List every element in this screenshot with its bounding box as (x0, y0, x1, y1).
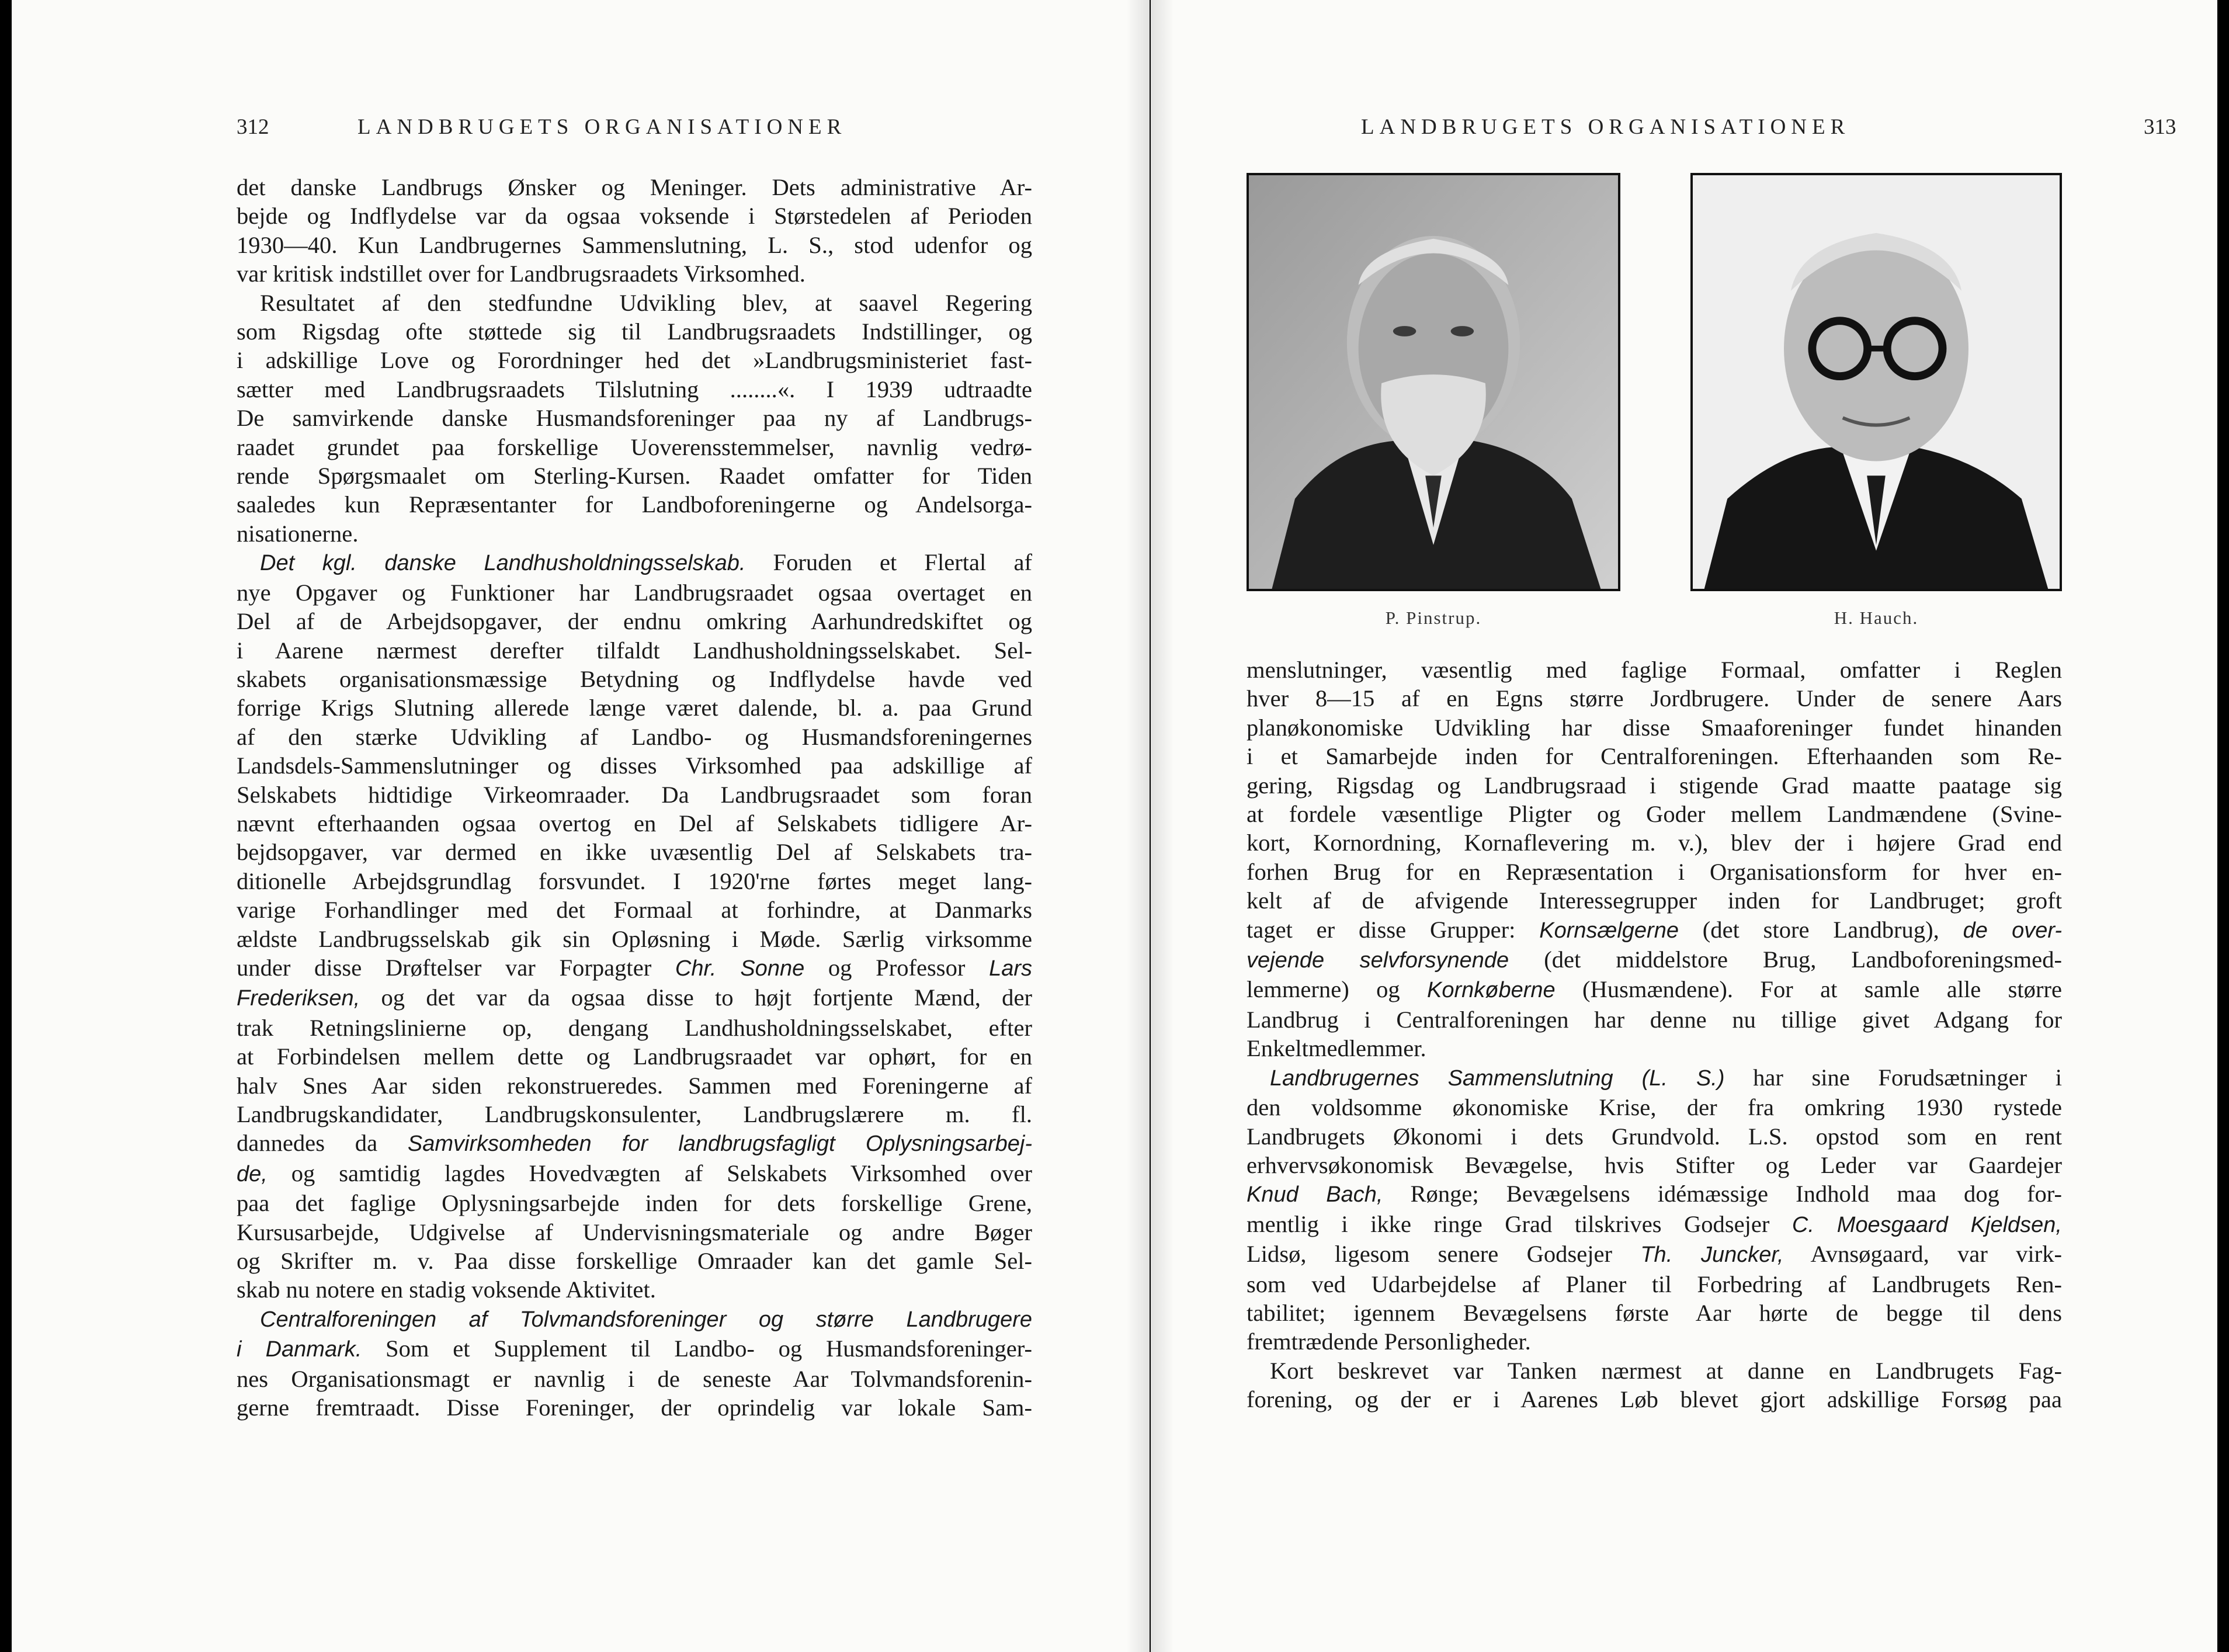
text-line (237, 289, 1032, 317)
text-line (237, 867, 1032, 896)
body-text: nævnt efterhaanden ogsaa overtog en Del af Selskabets tidligere Ar- (237, 810, 1032, 837)
body-text: fremtrædende Personligheder. (1247, 1328, 1531, 1355)
body-text: De samvirkende danske Husmandsforeninger paa ny af Landbrugs- (237, 405, 1032, 432)
body-text: Landbrugskandidater, Landbrugskonsulenter, Landbrugslærere m. fl. (237, 1101, 1032, 1127)
body-text: som ved Udarbejdelse af Planer til Forbedring af Landbrugets Ren- (1247, 1271, 2062, 1297)
text-line (237, 838, 1032, 866)
body-text: trak Retningslinierne op, dengang Landhusholdningsselskabet, efter (237, 1014, 1032, 1041)
text-line (237, 780, 1032, 809)
portrait-photo-pinstrup (1247, 173, 1620, 591)
photo-caption-hauch: H. Hauch. (1834, 608, 1919, 628)
body-text: forhen Brug for en Repræsentation i Organisationsform for hver en- (1247, 858, 2062, 885)
text-line (1247, 1327, 2062, 1356)
portrait-photo-hauch (1690, 173, 2062, 591)
text-line (237, 346, 1032, 374)
text-line (237, 636, 1032, 665)
body-text: paa det faglige Oplysningsarbejde inden for dets forskellige Grene, (237, 1190, 1032, 1217)
text-line (1247, 1385, 2062, 1414)
text-line (1247, 1034, 2062, 1063)
body-text: at fordele væsentlige Pligter og Goder mellem Landmændene (Svine- (1247, 801, 2062, 828)
page-number-right: 313 (2144, 115, 2176, 139)
body-text: ældste Landbrugsselskab gik sin Opløsning i Møde. Særlig virksomme (237, 925, 1032, 952)
body-text: Selskabets hidtidige Virkeomraader. Da Landbrugsraadet som foran (237, 781, 1032, 808)
text-line (1247, 1005, 2062, 1034)
body-text: i et Samarbejde inden for Centralforeningen. Efterhaanden som Re- (1247, 743, 2062, 770)
italic-heading-text: Chr. Sonne (675, 956, 805, 981)
text-line (237, 461, 1032, 490)
italic-heading-text: Frederiksen, (237, 986, 360, 1011)
text-line (237, 231, 1032, 259)
body-text: hver 8—15 af en Egns større Jordbrugere. Under de senere Aars (1247, 685, 2062, 712)
body-text: Resultatet af den stedfundne Udvikling blev, at saavel Regering (260, 289, 1032, 316)
italic-heading-text: C. Moesgaard Kjeldsen, (1791, 1212, 2062, 1237)
body-text: Foruden et Flertal af (745, 549, 1032, 576)
text-line (237, 1189, 1032, 1217)
photo-caption-pinstrup: P. Pinstrup. (1385, 608, 1482, 628)
text-line (237, 607, 1032, 636)
body-text: det danske Landbrugs Ønsker og Meninger. Dets administrative Ar- (237, 174, 1032, 200)
body-text: skabets organisationsmæssige Betydning og Indflydelse havde ved (237, 665, 1032, 692)
body-text: planøkonomiske Udvikling har disse Smaaforeninger fundet hinanden (1247, 714, 2062, 741)
italic-heading-text: vejende selvforsynende (1247, 948, 1509, 973)
text-line (1247, 684, 2062, 713)
text-line (1247, 1179, 2062, 1209)
italic-heading-text: Landbrugernes Sammenslutning (L. S.) (1270, 1066, 1725, 1091)
body-text: at Forbindelsen mellem dette og Landbrugsraadet var ophørt, for en (237, 1043, 1032, 1070)
text-line (1247, 945, 2062, 975)
body-text: varige Forhandlinger med det Formaal at forhindre, at Danmarks (237, 897, 1032, 924)
text-line (237, 202, 1032, 230)
text-line (237, 751, 1032, 780)
body-text: og Skrifter m. v. Paa disse forskellige Omraader kan det gamle Sel- (237, 1248, 1032, 1275)
italic-heading-text: Det kgl. danske Landhusholdningsselskab. (260, 551, 746, 576)
text-line (237, 1014, 1032, 1042)
text-line (237, 317, 1032, 346)
body-text: af den stærke Udvikling af Landbo- og Husmandsforeningernes (237, 723, 1032, 750)
body-text: under disse Drøftelser var Forpagter (237, 954, 675, 981)
text-line (237, 983, 1032, 1013)
body-text: Rønge; Bevægelsens idémæssige Indhold maa dog for- (1383, 1181, 2063, 1207)
body-text: Landsdels-Sammenslutninger og disses Virksomhed paa adskillige af (237, 752, 1032, 779)
gutter-shadow (1151, 0, 1174, 1652)
text-line (1247, 1270, 2062, 1299)
body-text: har sine Forudsætninger i (1724, 1064, 2062, 1091)
text-line (237, 1071, 1032, 1100)
book-edge-left (0, 0, 12, 1652)
italic-heading-text: de, (237, 1161, 268, 1186)
text-line (1247, 655, 2062, 684)
text-line (237, 1247, 1032, 1275)
body-text: mentlig i ikke ringe Grad tilskrives Godsejer (1247, 1210, 1792, 1237)
body-text: og samtidig lagdes Hovedvægten af Selskabets Virksomhed over (267, 1160, 1032, 1186)
text-line (237, 665, 1032, 693)
body-text: Del af de Arbejdsopgaver, der endnu omkring Aarhundredskiftet og (237, 608, 1032, 635)
text-line (237, 259, 1032, 288)
body-text: taget er disse Grupper: (1247, 916, 1540, 943)
text-line (237, 809, 1032, 838)
italic-heading-text: Kornsælgerne (1539, 918, 1679, 943)
body-text: Kort beskrevet var Tanken nærmest at danne en Landbrugets Fag- (1270, 1357, 2062, 1384)
body-text: saaledes kun Repræsentanter for Landboforeningerne og Andelsorga- (237, 491, 1032, 518)
body-text: den voldsomme økonomiske Krise, der fra omkring 1930 rystede (1247, 1094, 2062, 1121)
text-line (1247, 1210, 2062, 1240)
right-page (1151, 0, 2229, 1652)
body-text: 1930—40. Kun Landbrugernes Sammenslutning, L. S., stod udenfor og (237, 231, 1032, 258)
text-line (1247, 915, 2062, 945)
text-line (237, 548, 1032, 578)
text-line (237, 375, 1032, 404)
right-body-text (1247, 655, 2062, 1414)
italic-heading-text: de over- (1963, 918, 2062, 943)
body-text: bejdsopgaver, var dermed en ikke uvæsentlig Del af Selskabets tra- (237, 839, 1032, 866)
body-text: som Rigsdag ofte støttede sig til Landbrugsraadets Indstillinger, og (237, 318, 1032, 345)
page-number-left: 312 (237, 115, 269, 139)
body-text: skab nu notere en stadig voksende Aktivitet. (237, 1276, 656, 1303)
text-line (1247, 1299, 2062, 1327)
left-body-text (237, 173, 1032, 1422)
italic-heading-text: i Danmark. (237, 1337, 362, 1362)
text-line (1247, 886, 2062, 915)
text-line (237, 173, 1032, 202)
body-text: nes Organisationsmagt er navnlig i de seneste Aar Tolvmandsforenin- (237, 1365, 1032, 1392)
italic-heading-text: Th. Juncker, (1640, 1243, 1784, 1268)
body-text: i Aarene nærmest derefter tilfaldt Landhusholdningsselskabet. Sel- (237, 637, 1032, 664)
text-line (1247, 858, 2062, 886)
text-line (1247, 1122, 2062, 1151)
text-line (1247, 1356, 2062, 1385)
body-text: halv Snes Aar siden rekonstrueredes. Sammen med Foreningerne af (237, 1072, 1032, 1099)
text-line (237, 404, 1032, 432)
running-head-left: LANDBRUGETS ORGANISATIONER (357, 115, 847, 139)
body-text: (det store Landbrug), (1678, 916, 1963, 943)
text-line (237, 1129, 1032, 1158)
body-text: nisationerne. (237, 520, 359, 547)
body-text: sætter med Landbrugsraadets Tilslutning ........«. I 1939 udtraadte (237, 376, 1032, 402)
text-line (237, 1218, 1032, 1247)
body-text: Avnsøgaard, var virk- (1783, 1241, 2062, 1268)
body-text: raadet grundet paa forskellige Uoverensstemmelser, navnlig vedrø- (237, 433, 1032, 460)
body-text: (det middelstore Brug, Landboforeningsmed- (1509, 946, 2062, 973)
body-text: erhvervsøkonomisk Bevægelse, hvis Stifter og Leder var Gaardejer (1247, 1151, 2062, 1178)
italic-heading-text: Centralforeningen af Tolvmandsforeninger og større Landbrugere (260, 1307, 1032, 1332)
text-line (237, 1334, 1032, 1364)
body-text: lemmerne) og (1247, 976, 1427, 1003)
body-text: Kursusarbejde, Udgivelse af Undervisningsmateriale og andre Bøger (237, 1219, 1032, 1245)
text-line (237, 490, 1032, 519)
text-line (237, 1275, 1032, 1304)
body-text: Landbrugets Økonomi i dets Grundvold. L.S. opstod som en rent (1247, 1123, 2062, 1150)
body-text: tabilitet; igennem Bevægelsens første Aar hørte de begge til dens (1247, 1299, 2062, 1326)
text-line (237, 693, 1032, 722)
text-line (237, 1393, 1032, 1422)
body-text: var kritisk indstillet over for Landbrugsraadets Virksomhed. (237, 261, 806, 287)
gutter-shadow (1126, 0, 1150, 1652)
italic-heading-text: Samvirksomheden for landbrugsfagligt Oplysningsarbej- (407, 1132, 1032, 1157)
text-line (237, 1365, 1032, 1393)
body-text: og det var da ogsaa disse to højt fortjente Mænd, der (360, 984, 1032, 1011)
body-text: menslutninger, væsentlig med faglige Formaal, omfatter i Reglen (1247, 657, 2062, 683)
text-line (237, 925, 1032, 953)
italic-heading-text: Knud Bach, (1247, 1182, 1383, 1207)
text-line (1247, 1093, 2062, 1122)
book-edge-right (2217, 0, 2229, 1652)
text-line (237, 953, 1032, 983)
body-text: forening, og der er i Aarenes Løb blevet gjort adskillige Forsøg paa (1247, 1386, 2062, 1413)
text-line (237, 1042, 1032, 1071)
text-line (1247, 975, 2062, 1005)
text-line (1247, 828, 2062, 857)
body-text: ditionelle Arbejdsgrundlag forsvundet. I 1920'rne førtes meget lang- (237, 867, 1032, 894)
text-line (1247, 1063, 2062, 1093)
text-line (237, 578, 1032, 607)
body-text: bejde og Indflydelse var da ogsaa voksende i Størstedelen af Perioden (237, 203, 1032, 230)
body-text: gerne fremtraadt. Disse Foreninger, der oprindelig var lokale Sam- (237, 1394, 1032, 1421)
body-text: og Professor (804, 954, 989, 981)
text-line (237, 1100, 1032, 1129)
body-text: i adskillige Love og Forordninger hed det »Landbrugsministeriet fast- (237, 347, 1032, 374)
text-line (237, 1304, 1032, 1334)
running-head-right: LANDBRUGETS ORGANISATIONER (1361, 115, 1850, 139)
body-text: forrige Krigs Slutning allerede længe været dalende, bl. a. paa Grund (237, 695, 1032, 721)
text-line (237, 433, 1032, 461)
text-line (1247, 1240, 2062, 1269)
text-line (1247, 713, 2062, 742)
text-line (237, 896, 1032, 924)
body-text: rende Spørgsmaalet om Sterling-Kursen. Raadet omfatter for Tiden (237, 463, 1032, 490)
text-line (1247, 742, 2062, 771)
body-text: Landbrug i Centralforeningen har denne nu tillige givet Adgang for (1247, 1006, 2062, 1033)
body-text: Enkeltmedlemmer. (1247, 1035, 1426, 1062)
body-text: kelt af de afvigende Interessegrupper inden for Landbruget; groft (1247, 887, 2062, 914)
text-line (1247, 1151, 2062, 1179)
text-line (237, 1159, 1032, 1189)
body-text: gering, Rigsdag og Landbrugsraad i stigende Grad maatte paatage sig (1247, 772, 2062, 799)
text-line (237, 723, 1032, 751)
italic-heading-text: Lars (989, 956, 1032, 981)
text-line (1247, 800, 2062, 828)
text-line (237, 519, 1032, 548)
body-text: Som et Supplement til Landbo- og Husmandsforeninger- (362, 1335, 1032, 1362)
body-text: (Husmændene). For at samle alle større (1555, 976, 2062, 1003)
body-text: nye Opgaver og Funktioner har Landbrugsraadet ogsaa overtaget en (237, 579, 1032, 606)
body-text: dannedes da (237, 1130, 408, 1157)
body-text: kort, Kornordning, Kornaflevering m. v.), blev der i højere Grad end (1247, 830, 2062, 856)
body-text: Lidsø, ligesom senere Godsejer (1247, 1241, 1641, 1268)
text-line (1247, 771, 2062, 800)
italic-heading-text: Kornkøberne (1427, 978, 1556, 1003)
